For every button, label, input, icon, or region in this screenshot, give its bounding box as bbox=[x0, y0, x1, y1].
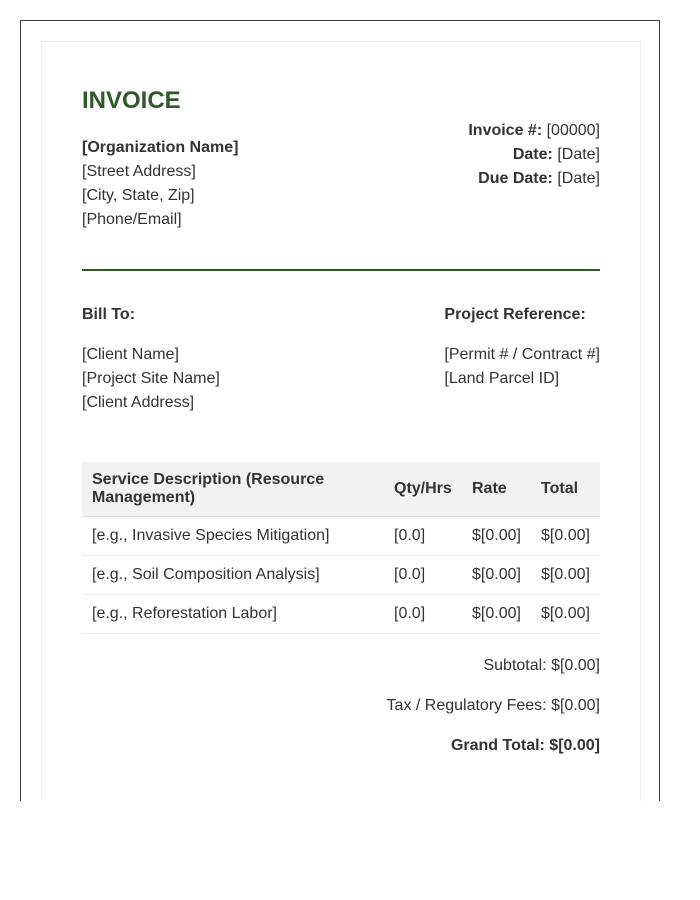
row-qty: [0.0] bbox=[384, 595, 462, 634]
table-row bbox=[82, 517, 600, 556]
grand-total: Grand Total: $[0.00] bbox=[450, 737, 600, 754]
organization-info bbox=[82, 136, 238, 232]
due-date-value: [Date] bbox=[557, 170, 600, 187]
bill-to-block bbox=[82, 303, 220, 415]
invoice-number-value: [00000] bbox=[546, 122, 600, 139]
invoice-number-label: Invoice #: bbox=[468, 122, 543, 139]
column-header-qty: Qty/Hrs bbox=[384, 462, 462, 517]
invoice-content bbox=[82, 87, 600, 774]
invoice-date-label: Date: bbox=[512, 146, 553, 163]
invoice-header bbox=[82, 87, 600, 232]
line-items-table bbox=[82, 462, 600, 634]
column-header-total: Total bbox=[531, 462, 600, 517]
table-row bbox=[82, 556, 600, 595]
invoice-date-value: [Date] bbox=[557, 146, 600, 163]
invoice-number-line bbox=[468, 119, 600, 143]
row-qty: [0.0] bbox=[384, 517, 462, 556]
document-frame bbox=[20, 20, 660, 801]
row-total: $[0.00] bbox=[531, 556, 600, 595]
row-description: [e.g., Reforestation Labor] bbox=[82, 595, 384, 634]
project-site-name: [Project Site Name] bbox=[82, 370, 220, 387]
billing-section bbox=[82, 303, 600, 415]
row-rate: $[0.00] bbox=[462, 556, 531, 595]
row-total: $[0.00] bbox=[531, 595, 600, 634]
totals-section bbox=[82, 654, 600, 758]
column-header-description: Service Description (Resource Management) bbox=[82, 462, 384, 517]
due-date-line bbox=[468, 167, 600, 191]
client-name: [Client Name] bbox=[82, 346, 179, 363]
table-header-row bbox=[82, 462, 600, 517]
permit-contract-number: [Permit # / Contract #] bbox=[444, 346, 600, 363]
land-parcel-id: [Land Parcel ID] bbox=[444, 370, 560, 387]
column-header-rate: Rate bbox=[462, 462, 531, 517]
header-divider bbox=[82, 269, 600, 271]
table-row bbox=[82, 595, 600, 634]
invoice-card bbox=[41, 41, 641, 801]
row-total: $[0.00] bbox=[531, 517, 600, 556]
organization-street: [Street Address] bbox=[82, 163, 196, 180]
due-date-label: Due Date: bbox=[478, 170, 553, 187]
bill-to-heading: Bill To: bbox=[82, 306, 136, 323]
client-address: [Client Address] bbox=[82, 394, 195, 411]
organization-name: [Organization Name] bbox=[82, 139, 239, 156]
invoice-date-line bbox=[468, 143, 600, 167]
row-rate: $[0.00] bbox=[462, 595, 531, 634]
row-rate: $[0.00] bbox=[462, 517, 531, 556]
row-description: [e.g., Soil Composition Analysis] bbox=[82, 556, 384, 595]
project-reference-block bbox=[444, 303, 600, 415]
organization-contact: [Phone/Email] bbox=[82, 211, 182, 228]
invoice-title: INVOICE bbox=[82, 87, 181, 114]
org-block bbox=[82, 87, 238, 232]
subtotal: Subtotal: $[0.00] bbox=[483, 657, 600, 674]
organization-city: [City, State, Zip] bbox=[82, 187, 195, 204]
tax-fees: Tax / Regulatory Fees: $[0.00] bbox=[386, 697, 600, 714]
project-reference-heading: Project Reference: bbox=[444, 306, 586, 323]
row-qty: [0.0] bbox=[384, 556, 462, 595]
row-description: [e.g., Invasive Species Mitigation] bbox=[82, 517, 384, 556]
invoice-meta bbox=[468, 119, 600, 191]
